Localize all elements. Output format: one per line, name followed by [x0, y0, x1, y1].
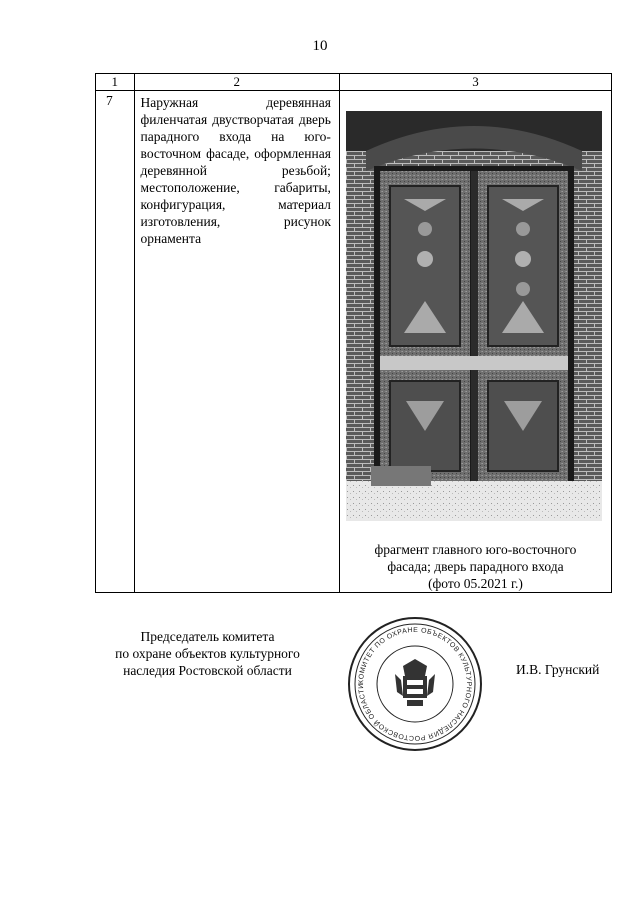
door-photo: [346, 111, 602, 521]
header-col-1: 1: [96, 74, 135, 91]
photo-cell: [339, 91, 611, 593]
row-number: 7: [96, 91, 135, 593]
signatory-name: И.В. Грунский: [516, 662, 600, 677]
official-seal-stamp: [345, 614, 485, 754]
table-row: [96, 91, 612, 593]
signatory-title-line-3: наследия Ростовской области: [123, 663, 292, 678]
heritage-table: [95, 73, 612, 593]
signatory-title-line-1: Председатель комитета: [140, 629, 275, 644]
caption-line-2: фасада; дверь парадного входа: [387, 559, 564, 574]
photo-caption: [340, 541, 611, 592]
caption-line-3: (фото 05.2021 г.): [428, 576, 523, 591]
caption-line-1: фрагмент главного юго-восточного: [374, 542, 577, 557]
header-col-3: 3: [339, 74, 611, 91]
page-number: 10: [312, 38, 328, 54]
svg-text:КОМИТЕТ ПО ОХРАНЕ ОБЪЕКТОВ КУЛ: КОМИТЕТ ПО ОХРАНЕ ОБЪЕКТОВ КУЛЬТУРНОГО НАСЛЕДИЯ РОСТОВСКОЙ ОБЛАСТИ: [357, 626, 473, 742]
table-header-row: [96, 74, 612, 91]
header-col-2: 2: [134, 74, 339, 91]
signatory-title-line-2: по охране объектов культурного: [115, 646, 300, 661]
signatory-title: [95, 628, 320, 679]
row-description: Наружная деревянная филенчатая двустворчатая дверь парадного входа на юго-восточном фасаде, оформленная деревянной резьбой; местоположение, габариты, конфигурация, материал изготовления, рисунок орнамента: [134, 91, 339, 593]
